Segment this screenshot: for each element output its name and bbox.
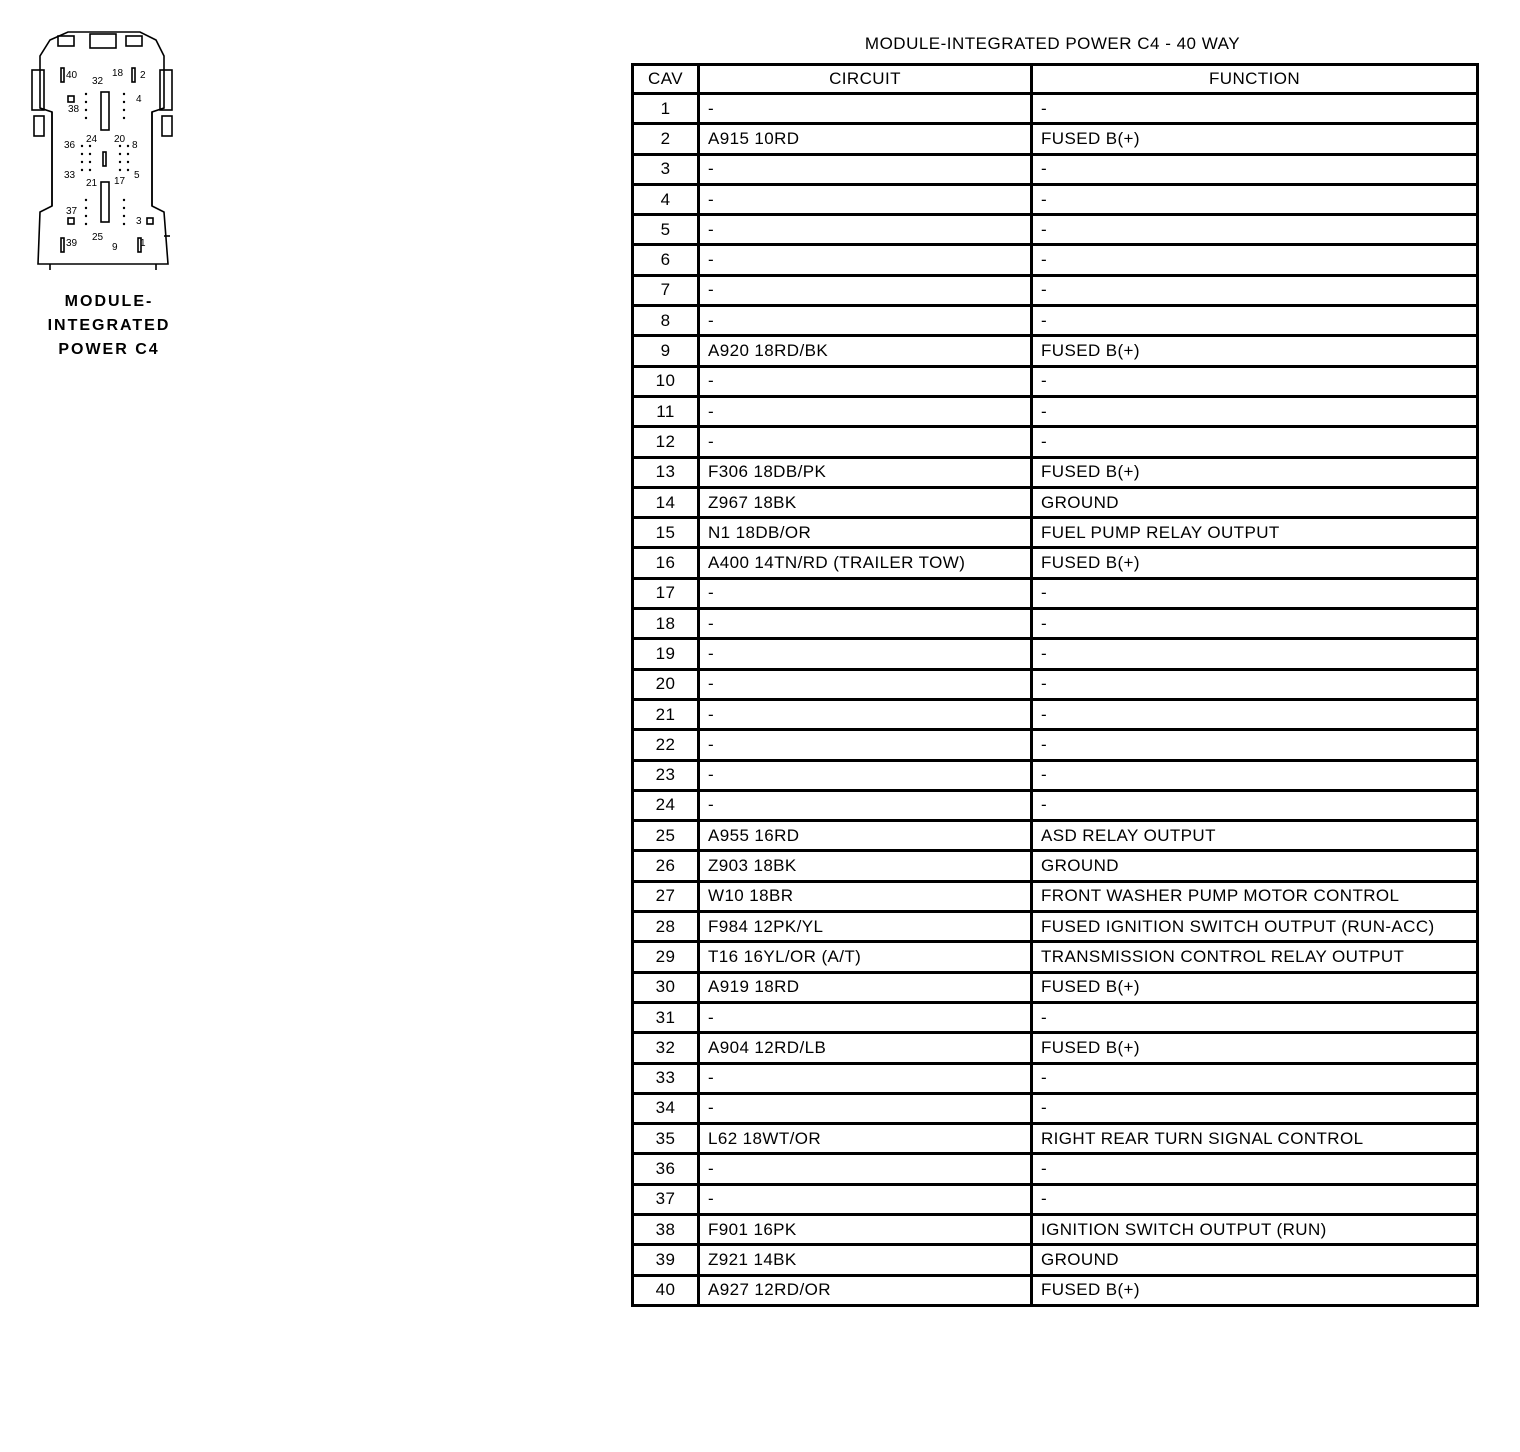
circuit-cell: -: [699, 730, 1032, 760]
table-row: [633, 578, 1478, 608]
cav-cell: 12: [633, 427, 699, 457]
circuit-cell: -: [699, 609, 1032, 639]
pinout-table: [631, 63, 1479, 1307]
cav-cell: 4: [633, 184, 699, 214]
table-row: [633, 851, 1478, 881]
table-row: [633, 639, 1478, 669]
function-cell: -: [1032, 154, 1478, 184]
table-row: [633, 94, 1478, 124]
function-cell: FUSED IGNITION SWITCH OUTPUT (RUN-ACC): [1032, 912, 1478, 942]
table-row: [633, 124, 1478, 154]
circuit-cell: -: [699, 184, 1032, 214]
circuit-cell: N1 18DB/OR: [699, 518, 1032, 548]
function-cell: -: [1032, 609, 1478, 639]
circuit-cell: -: [699, 245, 1032, 275]
circuit-cell: A920 18RD/BK: [699, 336, 1032, 366]
cav-cell: 11: [633, 396, 699, 426]
pin-label: 20: [114, 134, 126, 145]
function-cell: FUSED B(+): [1032, 124, 1478, 154]
circuit-cell: A955 16RD: [699, 821, 1032, 851]
pin-label: 17: [114, 176, 126, 187]
circuit-cell: -: [699, 760, 1032, 790]
table-row: [633, 1275, 1478, 1305]
circuit-cell: T16 16YL/OR (A/T): [699, 942, 1032, 972]
pin-label: 2: [140, 70, 146, 81]
pin-label: 38: [68, 104, 80, 115]
function-cell: TRANSMISSION CONTROL RELAY OUTPUT: [1032, 942, 1478, 972]
cav-cell: 2: [633, 124, 699, 154]
cav-cell: 18: [633, 609, 699, 639]
function-cell: FUSED B(+): [1032, 457, 1478, 487]
function-cell: -: [1032, 1184, 1478, 1214]
function-cell: -: [1032, 760, 1478, 790]
circuit-cell: -: [699, 366, 1032, 396]
table-row: [633, 336, 1478, 366]
table-row: [633, 518, 1478, 548]
pin-label: 37: [66, 206, 78, 217]
table-row: [633, 1245, 1478, 1275]
function-cell: -: [1032, 306, 1478, 336]
table-row: [633, 1154, 1478, 1184]
circuit-cell: L62 18WT/OR: [699, 1124, 1032, 1154]
cav-cell: 29: [633, 942, 699, 972]
function-cell: -: [1032, 396, 1478, 426]
cav-cell: 20: [633, 669, 699, 699]
function-cell: -: [1032, 669, 1478, 699]
circuit-cell: -: [699, 699, 1032, 729]
header-cav: CAV: [633, 65, 699, 94]
circuit-cell: F306 18DB/PK: [699, 457, 1032, 487]
cav-cell: 35: [633, 1124, 699, 1154]
function-cell: RIGHT REAR TURN SIGNAL CONTROL: [1032, 1124, 1478, 1154]
pin-label: 9: [112, 242, 118, 253]
cav-cell: 16: [633, 548, 699, 578]
table-row: [633, 245, 1478, 275]
table-row: [633, 699, 1478, 729]
function-cell: -: [1032, 366, 1478, 396]
table-row: [633, 1063, 1478, 1093]
cav-cell: 27: [633, 881, 699, 911]
circuit-cell: A927 12RD/OR: [699, 1275, 1032, 1305]
cav-cell: 39: [633, 1245, 699, 1275]
pin-label: 36: [64, 140, 76, 151]
pin-label: 4: [136, 94, 142, 105]
table-row: [633, 184, 1478, 214]
function-cell: GROUND: [1032, 1245, 1478, 1275]
table-row: [633, 1124, 1478, 1154]
table-row: [633, 972, 1478, 1002]
table-row: [633, 1214, 1478, 1244]
table-row: [633, 215, 1478, 245]
cav-cell: 37: [633, 1184, 699, 1214]
table-row: [633, 669, 1478, 699]
pin-label: 5: [134, 170, 140, 181]
table-row: [633, 730, 1478, 760]
cav-cell: 13: [633, 457, 699, 487]
header-circuit: CIRCUIT: [699, 65, 1032, 94]
function-cell: -: [1032, 1154, 1478, 1184]
cav-cell: 5: [633, 215, 699, 245]
table-row: [633, 1184, 1478, 1214]
function-cell: FUSED B(+): [1032, 548, 1478, 578]
circuit-cell: -: [699, 154, 1032, 184]
cav-cell: 28: [633, 912, 699, 942]
pin-label: 8: [132, 140, 138, 151]
cav-cell: 23: [633, 760, 699, 790]
function-cell: GROUND: [1032, 851, 1478, 881]
table-title: MODULE-INTEGRATED POWER C4 - 40 WAY: [864, 34, 1241, 53]
circuit-cell: -: [699, 1063, 1032, 1093]
circuit-cell: W10 18BR: [699, 881, 1032, 911]
pin-label: 25: [92, 232, 104, 243]
function-cell: -: [1032, 275, 1478, 305]
pin-label: 24: [86, 134, 98, 145]
function-cell: -: [1032, 427, 1478, 457]
circuit-cell: Z903 18BK: [699, 851, 1032, 881]
connector-latch: [90, 34, 116, 48]
pin-label: 18: [112, 68, 124, 79]
table-row: [633, 1002, 1478, 1032]
circuit-cell: Z921 14BK: [699, 1245, 1032, 1275]
function-cell: FRONT WASHER PUMP MOTOR CONTROL: [1032, 881, 1478, 911]
table-row: [633, 912, 1478, 942]
circuit-cell: F984 12PK/YL: [699, 912, 1032, 942]
circuit-cell: -: [699, 94, 1032, 124]
table-row: [633, 609, 1478, 639]
table-row: [633, 427, 1478, 457]
cav-cell: 19: [633, 639, 699, 669]
table-row: [633, 942, 1478, 972]
connector-face-diagram: [28, 28, 178, 273]
function-cell: -: [1032, 639, 1478, 669]
circuit-cell: A400 14TN/RD (TRAILER TOW): [699, 548, 1032, 578]
table-row: [633, 396, 1478, 426]
cav-cell: 24: [633, 790, 699, 820]
function-cell: -: [1032, 1002, 1478, 1032]
cav-cell: 33: [633, 1063, 699, 1093]
cav-cell: 36: [633, 1154, 699, 1184]
function-cell: FUSED B(+): [1032, 336, 1478, 366]
function-cell: FUSED B(+): [1032, 972, 1478, 1002]
table-row: [633, 457, 1478, 487]
cav-cell: 1: [633, 94, 699, 124]
circuit-cell: -: [699, 1002, 1032, 1032]
circuit-cell: -: [699, 396, 1032, 426]
cav-cell: 21: [633, 699, 699, 729]
pin-label: 40: [66, 70, 78, 81]
cav-cell: 26: [633, 851, 699, 881]
cav-cell: 34: [633, 1093, 699, 1123]
circuit-cell: -: [699, 306, 1032, 336]
function-cell: -: [1032, 245, 1478, 275]
cav-cell: 17: [633, 578, 699, 608]
circuit-cell: Z967 18BK: [699, 487, 1032, 517]
cav-cell: 30: [633, 972, 699, 1002]
pin-label: 33: [64, 170, 76, 181]
function-cell: -: [1032, 730, 1478, 760]
circuit-cell: -: [699, 639, 1032, 669]
table-row: [633, 881, 1478, 911]
circuit-cell: A904 12RD/LB: [699, 1033, 1032, 1063]
function-cell: -: [1032, 184, 1478, 214]
function-cell: GROUND: [1032, 487, 1478, 517]
cav-cell: 6: [633, 245, 699, 275]
cav-cell: 25: [633, 821, 699, 851]
pin-label: 32: [92, 76, 104, 87]
table-row: [633, 306, 1478, 336]
caption-line: INTEGRATED: [47, 317, 171, 334]
cav-cell: 9: [633, 336, 699, 366]
caption-line: POWER C4: [58, 341, 160, 358]
table-row: [633, 790, 1478, 820]
cav-cell: 3: [633, 154, 699, 184]
connector-outline: [38, 32, 168, 264]
function-cell: FUEL PUMP RELAY OUTPUT: [1032, 518, 1478, 548]
header-function: FUNCTION: [1032, 65, 1478, 94]
pin-label: 3: [136, 216, 142, 227]
circuit-cell: A919 18RD: [699, 972, 1032, 1002]
function-cell: IGNITION SWITCH OUTPUT (RUN): [1032, 1214, 1478, 1244]
function-cell: FUSED B(+): [1032, 1033, 1478, 1063]
circuit-cell: -: [699, 790, 1032, 820]
cav-cell: 32: [633, 1033, 699, 1063]
table-row: [633, 1033, 1478, 1063]
cav-cell: 8: [633, 306, 699, 336]
table-row: [633, 366, 1478, 396]
circuit-cell: -: [699, 215, 1032, 245]
circuit-cell: A915 10RD: [699, 124, 1032, 154]
cav-cell: 15: [633, 518, 699, 548]
circuit-cell: F901 16PK: [699, 1214, 1032, 1244]
pin-label: 21: [86, 178, 98, 189]
circuit-cell: -: [699, 427, 1032, 457]
function-cell: -: [1032, 699, 1478, 729]
circuit-cell: -: [699, 1154, 1032, 1184]
function-cell: -: [1032, 94, 1478, 124]
cav-cell: 22: [633, 730, 699, 760]
table-body: [633, 94, 1478, 1306]
table-row: [633, 487, 1478, 517]
function-cell: -: [1032, 1093, 1478, 1123]
cav-cell: 14: [633, 487, 699, 517]
function-cell: -: [1032, 790, 1478, 820]
table-row: [633, 548, 1478, 578]
function-cell: FUSED B(+): [1032, 1275, 1478, 1305]
function-cell: -: [1032, 1063, 1478, 1093]
cav-cell: 38: [633, 1214, 699, 1244]
function-cell: -: [1032, 215, 1478, 245]
table-header-row: [633, 65, 1478, 94]
circuit-cell: -: [699, 669, 1032, 699]
table-row: [633, 1093, 1478, 1123]
circuit-cell: -: [699, 275, 1032, 305]
cav-cell: 40: [633, 1275, 699, 1305]
circuit-cell: -: [699, 1093, 1032, 1123]
circuit-cell: -: [699, 1184, 1032, 1214]
circuit-cell: -: [699, 578, 1032, 608]
table-row: [633, 154, 1478, 184]
cav-cell: 31: [633, 1002, 699, 1032]
pin-label: 39: [66, 238, 78, 249]
table-row: [633, 821, 1478, 851]
caption-line: MODULE-: [64, 293, 154, 310]
cav-cell: 10: [633, 366, 699, 396]
table-row: [633, 275, 1478, 305]
function-cell: -: [1032, 578, 1478, 608]
function-cell: ASD RELAY OUTPUT: [1032, 821, 1478, 851]
table-row: [633, 760, 1478, 790]
pin-label: 1: [140, 238, 146, 249]
cav-cell: 7: [633, 275, 699, 305]
connector-caption: [30, 290, 188, 362]
